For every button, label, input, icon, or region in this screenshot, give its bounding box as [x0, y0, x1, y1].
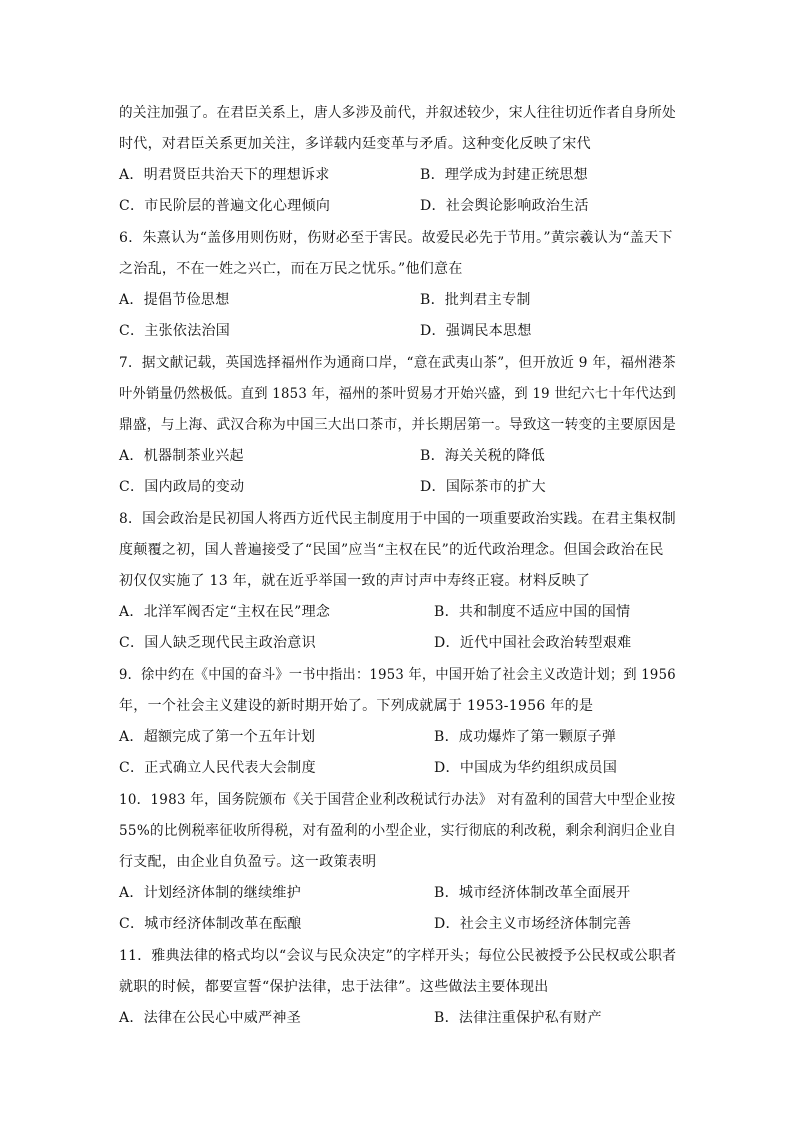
q8-option-a: A．北洋军阀否定“主权在民”理念 [119, 604, 331, 620]
q7-stem-line-3: 鼎盛，与上海、武汉合称为中国三大出口茶市，并长期居第一。导致这一转变的主要原因是 [119, 417, 677, 433]
q6-stem-line-1: 6．朱熹认为“盖侈用则伤财，伤财必至于害民。故爱民必先于节用。”黄宗羲认为“盖天下 [119, 230, 673, 246]
q7-stem-line-1: 7．据文献记载，英国选择福州作为通商口岸，“意在武夷山茶”，但开放近 9 年，福州港茶 [119, 355, 676, 371]
q11-option-b: B．法律注重保护私有财产 [434, 1010, 602, 1026]
q8-option-c: C．国人缺乏现代民主政治意识 [119, 635, 316, 651]
q9-option-b: B．成功爆炸了第一颗原子弹 [434, 729, 617, 745]
q10-option-a: A．计划经济体制的继续维护 [119, 885, 302, 901]
q8-stem-line-1: 8．国会政治是民初国人将西方近代民主制度用于中国的一项重要政治实践。在君主集权制 [119, 511, 676, 527]
q5-option-b: B．理学成为封建正统思想 [420, 167, 588, 183]
q10-stem-line-1: 10．1983 年，国务院颁布《关于国营企业利改税试行办法》 对有盈利的国营大中型企业按 [119, 792, 676, 808]
q6-stem-line-2: 之治乱，不在一姓之兴亡，而在万民之忧乐。”他们意在 [119, 261, 463, 277]
q7-option-c: C．国内政局的变动 [119, 479, 245, 495]
q8-option-b: B．共和制度不适应中国的国情 [434, 604, 631, 620]
q5-stem-line-2: 时代，对君臣关系更加关注，多详载内廷变革与矛盾。这种变化反映了宋代 [119, 136, 591, 152]
q7-stem-line-2: 叶外销量仍然极低。直到 1853 年，福州的茶叶贸易才开始兴盛，到 19 世纪六七十年代达到 [119, 386, 677, 402]
q5-option-c: C．市民阶层的普遍文化心理倾向 [119, 198, 331, 214]
q10-stem-line-2: 55%的比例税率征收所得税，对有盈利的小型企业，实行彻底的利改税，剩余利润归企业自 [119, 823, 677, 839]
q6-option-b: B．批判君主专制 [420, 292, 531, 308]
q10-stem-line-3: 行支配，由企业自负盈亏。这一政策表明 [119, 854, 377, 870]
q5-stem-line-1: 的关注加强了。在君臣关系上，唐人多涉及前代，并叙述较少，宋人往往切近作者自身所处 [119, 105, 677, 121]
q11-stem-line-1: 11．雅典法律的格式均以“会议与民众决定”的字样开头；每位公民被授予公民权或公职者 [119, 948, 677, 964]
q6-option-d: D．强调民本思想 [420, 323, 532, 339]
q6-option-a: A．提倡节俭思想 [119, 292, 230, 308]
q7-option-b: B．海关关税的降低 [420, 448, 545, 464]
q10-option-b: B．城市经济体制改革全面展开 [434, 885, 631, 901]
q5-option-d: D．社会舆论影响政治生活 [420, 198, 589, 214]
q7-option-d: D．国际茶市的扩大 [420, 479, 546, 495]
q11-option-a: A．法律在公民心中威严神圣 [119, 1010, 302, 1026]
q6-option-c: C．主张依法治国 [119, 323, 231, 339]
q5-option-a: A．明君贤臣共治天下的理想诉求 [119, 167, 330, 183]
q9-stem-line-1: 9．徐中约在《中国的奋斗》一书中指出：1953 年，中国开始了社会主义改造计划；到 1956 [119, 667, 676, 683]
q10-option-c: C．城市经济体制改革在酝酿 [119, 916, 302, 932]
q9-option-d: D．中国成为华约组织成员国 [434, 760, 618, 776]
q11-stem-line-2: 就职的时候，都要宣誓“保护法律，忠于法律”。这些做法主要体现出 [119, 979, 549, 995]
q9-option-a: A．超额完成了第一个五年计划 [119, 729, 316, 745]
q9-option-c: C．正式确立人民代表大会制度 [119, 760, 316, 776]
q10-option-d: D．社会主义市场经济体制完善 [434, 916, 632, 932]
q7-option-a: A．机器制茶业兴起 [119, 448, 244, 464]
q8-stem-line-2: 度颠覆之初，国人普遍接受了“民国”应当“主权在民”的近代政治理念。但国会政治在民 [119, 542, 664, 558]
q9-stem-line-2: 年，一个社会主义建设的新时期开始了。下列成就属于 1953-1956 年的是 [119, 698, 594, 714]
q8-option-d: D．近代中国社会政治转型艰难 [434, 635, 632, 651]
q8-stem-line-3: 初仅仅实施了 13 年，就在近乎举国一致的声讨声中寿终正寝。材料反映了 [119, 573, 591, 589]
